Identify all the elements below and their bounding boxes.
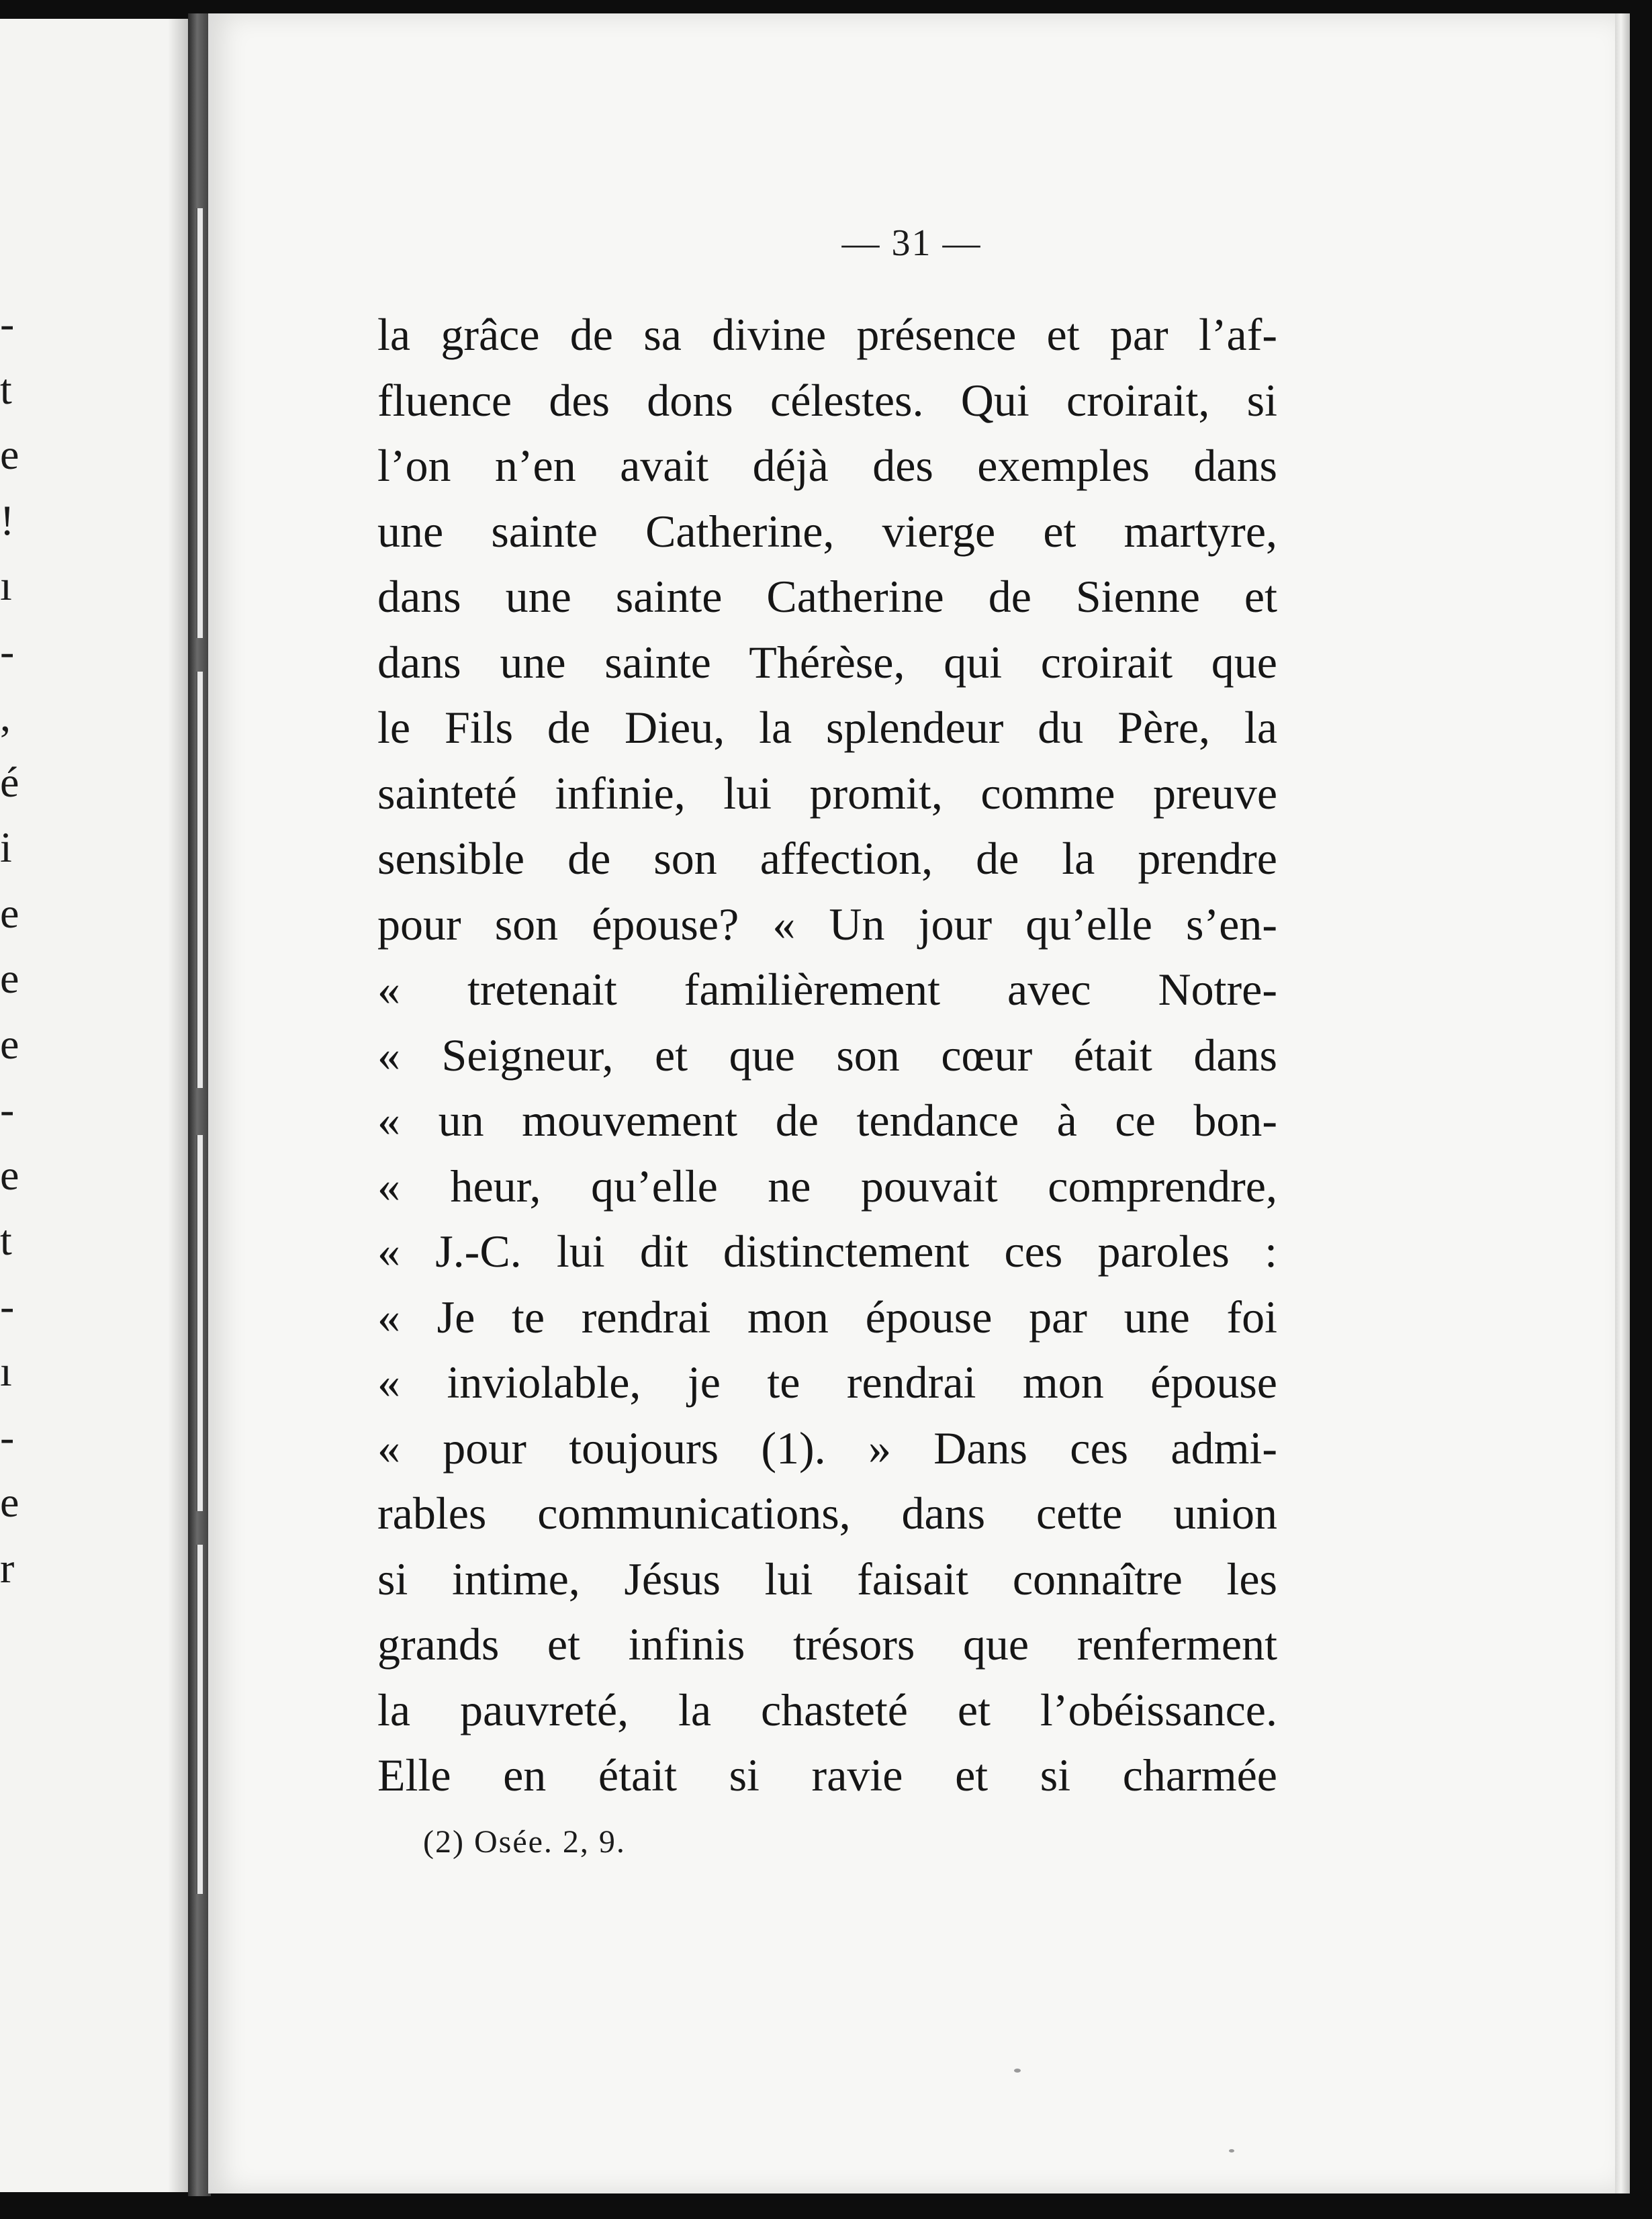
- text-line: « tretenait familièrement avec Notre-: [377, 964, 1277, 1015]
- facing-page-glyph: !: [0, 496, 15, 544]
- footnote: (2) Osée. 2, 9.: [423, 1824, 626, 1860]
- facing-page-glyph: e: [0, 1478, 19, 1526]
- facing-page-glyph: -: [0, 1085, 15, 1133]
- page-number: — 31 —: [841, 222, 982, 264]
- text-line: fluence des dons célestes. Qui croirait, si: [377, 374, 1277, 426]
- text-line: l’on n’en avait déjà des exemples dans: [377, 440, 1277, 491]
- paper-speck: [1229, 2149, 1234, 2153]
- facing-page-glyph: é: [0, 758, 19, 806]
- text-line: la pauvreté, la chasteté et l’obéissance.: [377, 1684, 1277, 1735]
- facing-page-edge: [0, 19, 195, 2192]
- facing-page-glyph: -: [0, 1412, 15, 1461]
- text-line: « pour toujours (1). » Dans ces admi-: [377, 1422, 1277, 1474]
- text-line: si intime, Jésus lui faisait connaître les: [377, 1553, 1277, 1604]
- facing-page-glyph: t: [0, 1216, 12, 1264]
- text-line: « heur, qu’elle ne pouvait comprendre,: [377, 1160, 1277, 1212]
- facing-page-glyph: i: [0, 823, 12, 871]
- binding-stitch-top: [196, 208, 204, 638]
- text-line: pour son épouse? « Un jour qu’elle s’en-: [377, 898, 1277, 950]
- facing-page-glyph: ı: [0, 561, 12, 609]
- binding-stitch-lower: [196, 1135, 204, 1511]
- text-line: la grâce de sa divine présence et par l’af-: [377, 309, 1277, 360]
- facing-page-glyph: e: [0, 954, 19, 1002]
- text-line: dans une sainte Catherine de Sienne et: [377, 571, 1277, 622]
- text-line: le Fils de Dieu, la splendeur du Père, la: [377, 702, 1277, 753]
- paper-speck: [1014, 2069, 1021, 2073]
- book-page: [208, 13, 1615, 2193]
- facing-page-glyph: ı: [0, 1347, 12, 1395]
- binding-stitch-bottom: [196, 1545, 204, 1894]
- facing-page-glyph: -: [0, 300, 15, 347]
- facing-page-glyph: t: [0, 365, 12, 413]
- text-line: Elle en était si ravie et si charmée: [377, 1750, 1277, 1801]
- body-text: [377, 302, 1277, 1809]
- text-line: grands et infinis trésors que renferment: [377, 1619, 1277, 1670]
- facing-page-glyph: -: [0, 1281, 15, 1330]
- facing-page-glyph: ,: [0, 692, 11, 740]
- facing-page-glyph: r: [0, 1543, 15, 1592]
- text-line: « J.-C. lui dit distinctement ces paroles :: [377, 1226, 1277, 1277]
- text-line: dans une sainte Thérèse, qui croirait que: [377, 636, 1277, 688]
- text-line: une sainte Catherine, vierge et martyre,: [377, 505, 1277, 557]
- facing-page-glyph: e: [0, 1020, 19, 1068]
- page-fore-edge: [1615, 13, 1630, 2193]
- text-line: sensible de son affection, de la prendre: [377, 833, 1277, 884]
- text-line: rables communications, dans cette union: [377, 1488, 1277, 1539]
- text-line: sainteté infinie, lui promit, comme preuve: [377, 767, 1277, 819]
- facing-page-glyph: e: [0, 889, 19, 937]
- text-line: « inviolable, je te rendrai mon épouse: [377, 1357, 1277, 1408]
- facing-page-glyphs: [0, 19, 27, 2192]
- text-line: « Je te rendrai mon épouse par une foi: [377, 1291, 1277, 1343]
- facing-page-glyph: e: [0, 1150, 19, 1199]
- facing-page-glyph: e: [0, 431, 19, 478]
- binding-stitch-middle: [196, 672, 204, 1088]
- text-line: « Seigneur, et que son cœur était dans: [377, 1029, 1277, 1081]
- text-line: « un mouvement de tendance à ce bon-: [377, 1095, 1277, 1146]
- facing-page-glyph: -: [0, 627, 15, 675]
